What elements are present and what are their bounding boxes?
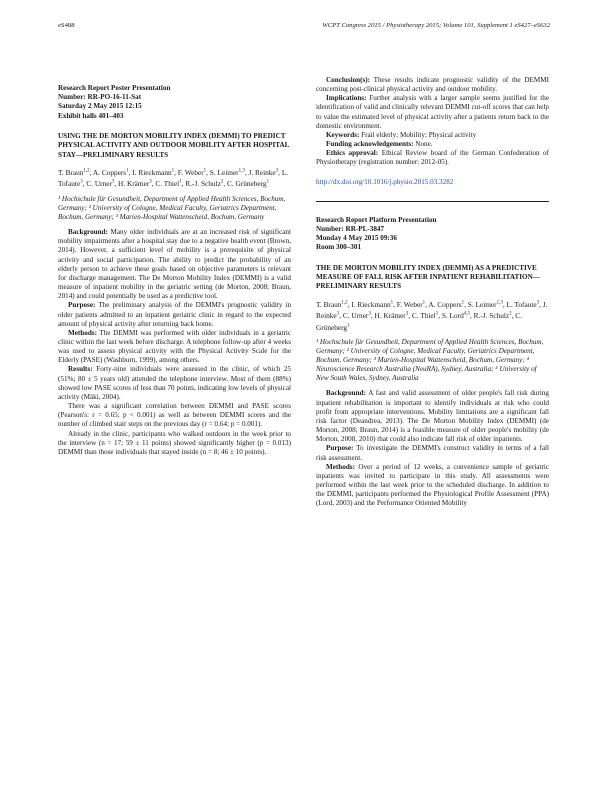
abstract1-implications: Implications: Further analysis with a larger sample seems justified for the identification of valid and clinically relevant DEMMI cut-off scores that can help to value the estimated level of physical activity after a patients return back to the domestic environment. [316, 94, 549, 130]
abstract1-location: Exhibit halls 401–403 [58, 111, 124, 120]
abstract-separator [316, 201, 549, 202]
abstract1-number: Number: RR-PO-16-11-Sat [58, 93, 142, 102]
abstract1-results: Results: Forty-nine individuals were assessed in the clinic, of which 25 (51%; 80 ± 5 years old) attended the telephone interview. Most of them (88%) showed low PASE scores of less than 70 points, indicating low levels of physical activity (Mäki, 2004). [58, 365, 291, 401]
author: L. Tofaute$^3$ [506, 299, 540, 309]
abstract2-number: Number: RR-PL-3847 [316, 224, 385, 233]
journal-citation: WCPT Congress 2015 / Physiotherapy 2015; Volume 101, Supplement 1 eS427–eS632 [322, 22, 550, 29]
author: T. Braun$^{1,2}$ [58, 168, 90, 178]
abstract1-funding: Funding acknowledgements: None. [326, 140, 433, 149]
abstract2-type: Research Report Platform Presentation [316, 215, 437, 224]
author: C. Urner$^3$ [86, 179, 115, 189]
abstract1-background: Background: Many older individuals are at an increased risk of significant mobility impairments after a hospital stay due to a negative health event (Brown, 2014). However, a sufficient level of mobility is a prerequisite of physical activity and social participation. The ability to predict the probability of an elderly person to achieve these goals based on objective parameters is relevant for discharge management. The De Morton Mobility Index (DEMMI) is a valid measure of inpatient mobility in the geriatric setting (de Morton, 2008; Braun, 2014) and could potentially be used as a predictive tool. [58, 228, 291, 301]
left-column [58, 84, 291, 457]
abstract1-purpose: Purpose: The preliminary analysis of the DEMMI's prognostic validity in older patients admitted to an inpatient geriatric clinic in regard to the expected amount of physical activity after returning back home. [58, 301, 292, 328]
abstract1-title: USING THE DE MORTON MOBILITY INDEX (DEMMI) TO PREDICT PHYSICAL ACTIVITY AND OUTDOOR MOBILITY AFTER HOSPITAL STAY—PRELIMINARY RESULTS [58, 131, 290, 159]
author: T. Braun$^{1,2}$ [316, 299, 348, 309]
abstract1-affiliations: ¹ Hochschule für Gesundheit, Department of Applied Health Sciences, Bochum, Germany; ² University of Cologne, Medical Faculty, Geriatrics Department, Bochum, Germany; ³ Marien-Hospital Wattenscheid, Bochum, Germany [58, 194, 286, 222]
abstract2-authors: T. Braun$^{1,2}$, I. Rieckmann$^1$, F. Weber$^1$, A. Coppers$^1$, S. Leimer$^{1,3}$, L. Tofaute$^3$, J. Reinke$^3$, C. Urner$^3$, H. Krämer$^3$, C. Thiel$^1$, S. Lord$^{4,5}$, R.-J. Schulz$^2$, C. Grüneberg$^1$ [316, 299, 548, 332]
author: C. Grüneberg$^1$ [316, 311, 522, 332]
page-number: eS488 [58, 22, 75, 29]
abstract1-conclusions: Conclusion(s): These results indicate prognostic validity of the DEMMI concerning post-clinical physical activity and outdoor mobility. [316, 76, 549, 94]
abstract1-meta [58, 84, 291, 121]
author: H. Krämer$^3$ [374, 311, 409, 321]
abstract1-authors: T. Braun$^{1,2}$, A. Coppers$^1$, I. Rieckmann$^1$, F. Weber$^1$, S. Leimer$^{1,3}$, J. Reinke$^3$, L. Tofaute$^3$, C. Urner$^3$, H. Krämer$^3$, C. Thiel$^1$, R.-J. Schulz$^2$, C. Grüneberg$^1$ [58, 168, 289, 189]
abstract1-methods: Methods: The DEMMI was performed with older individuals in a geriatric clinic within the last week before discharge. A telephone follow-up after 4 weeks was used to assess physical activity with the Physical Activity Scale for the Elderly (PASE) (Washburn, 1999), among others. [58, 328, 292, 365]
author: H. Krämer$^3$ [118, 179, 152, 189]
author: F. Weber$^1$ [177, 168, 207, 178]
abstract2-title: THE DE MORTON MOBILITY INDEX (DEMMI) AS A PREDICTIVE MEASURE OF FALL RISK AFTER INPATIENT REHABILITATION—PRELIMINARY RESULTS [316, 263, 540, 291]
abstract1-results-correlation: There was a significant correlation between DEMMI and PASE scores (Pearson's: r = 0.65; p < 0.001) as well as between DEMMI scores and the number of climbed stair steps on the previous day (r = 0.64; p = 0.001). [58, 402, 291, 429]
author: C. Thiel$^1$ [155, 179, 182, 189]
abstract1-ethics: Ethics approval: Ethical Review board of the German Confederation of Physiotherapy (registration number: 2012-05). [316, 149, 549, 167]
author: A. Coppers$^1$ [428, 299, 465, 309]
abstract2-affiliations: ¹ Hochschule für Gesundheit, Department of Applied Health Sciences, Bochum, Germany; ² University of Cologne, Medical Faculty, Geriatrics Department, Bochum, Germany; ³ Marien-Hospital Wattenscheid, Bochum, Germany; ⁴ Neuroscience Research Australia (NeuRA), Sydney, Australia; ⁵ University of New South Wales, Sydney, Australia [316, 337, 544, 383]
abstract2-purpose: Purpose: To investigate the DEMMI's construct validity in terms of a fall risk assessment. [316, 444, 549, 462]
abstract2-location: Room 300–301 [316, 243, 362, 252]
author: S. Leimer$^{1,3}$ [209, 168, 245, 178]
abstract1-doi-link[interactable]: http://dx.doi.org/10.1016/j.physio.2015.03.3282 [316, 177, 454, 186]
abstract2-date: Monday 4 May 2015 09:36 [316, 234, 397, 243]
abstract2-meta [316, 216, 549, 253]
author: S. Leimer$^{1,3}$ [467, 299, 503, 309]
abstract2-background: Background: A fast and valid assessment of older people's fall risk during inpatient rehabilitation is important to identify individuals at risk who could profit from appropriate interventions. Mobility limitations are a significant fall risk factor (Deandrea, 2013). The De Morton Mobility Index (DEMMI) (de Morton, 2008; Braun, 2014) is a feasible measure of older people's mobility (de Morton, 2008, 2010) that could also indicate fall risk of older inpatients. [316, 389, 549, 444]
author: C. Urner$^3$ [342, 311, 371, 321]
author: J. Reinke$^3$ [316, 299, 548, 321]
author: A. Coppers$^1$ [92, 168, 129, 178]
right-column [316, 76, 549, 508]
abstract1-results-outdoor: Already in the clinic, participants who walked outdoors in the week prior to the interview (n = 17; 59 ± 11 points) showed significantly higher (p = 0.013) DEMMI than those individuals that stayed inside (n = 8; 46 ± 10 points). [58, 429, 291, 456]
author: I. Rieckmann$^1$ [351, 299, 394, 309]
author: L. Tofaute$^3$ [58, 168, 289, 189]
abstract2-methods: Methods: Over a period of 12 weeks, a convenience sample of geriatric inpatients was invited to participate in this study. All assessments were performed within the last week prior to the scheduled discharge. In addition to the DEMMI, participants performed the Physiological Profile Assessment (PPA) (Lord, 2003) and the Performance Oriented Mobility [316, 462, 549, 508]
author: I. Rieckmann$^1$ [132, 168, 175, 178]
author: S. Lord$^{4,5}$ [441, 311, 470, 321]
abstract1-type: Research Report Poster Presentation [58, 84, 171, 92]
author: R.-J. Schulz$^2$ [185, 179, 224, 189]
author: C. Grüneberg$^1$ [227, 179, 270, 189]
author: F. Weber$^1$ [396, 299, 426, 309]
abstract1-date: Saturday 2 May 2015 12:15 [58, 102, 142, 111]
author: R.-J. Schulz$^2$ [473, 311, 512, 321]
author: C. Thiel$^1$ [411, 311, 439, 321]
author: J. Reinke$^3$ [248, 168, 279, 178]
abstract1-keywords: Keywords: Frail elderly; Mobility; Physical activity [326, 130, 477, 139]
